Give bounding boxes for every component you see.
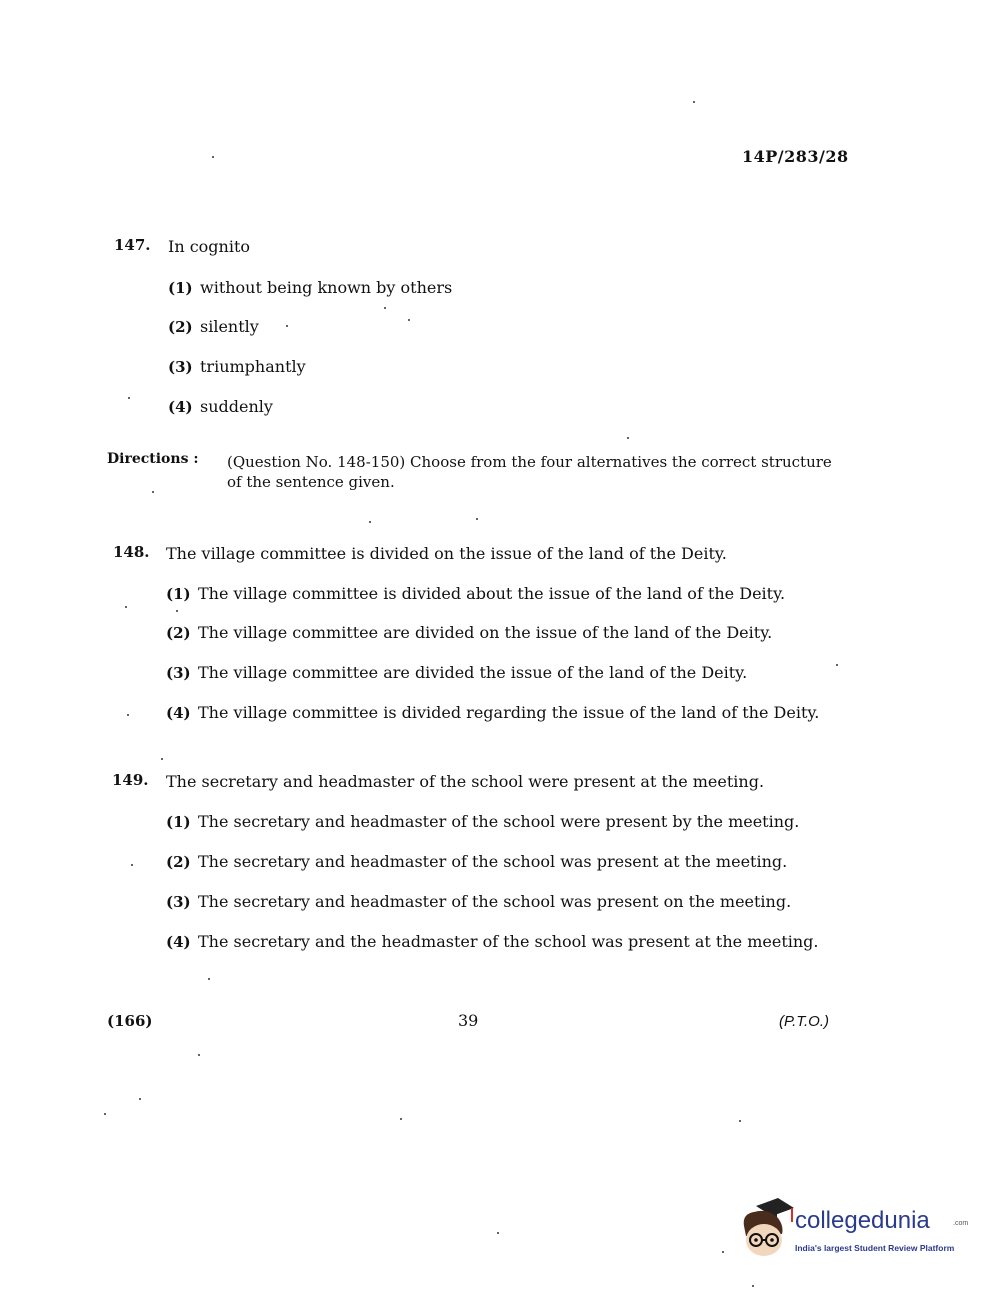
option bbox=[166, 703, 819, 722]
scan-speck bbox=[384, 307, 386, 309]
question-number: 149. bbox=[112, 771, 149, 789]
scan-speck bbox=[627, 437, 629, 439]
logo-brand: collegedunia bbox=[795, 1207, 930, 1234]
option-number: (2) bbox=[168, 318, 193, 336]
booklet-code: (166) bbox=[107, 1012, 153, 1030]
scan-speck bbox=[369, 521, 371, 523]
option bbox=[168, 317, 259, 336]
question-text: The secretary and headmaster of the school were present at the meeting. bbox=[166, 772, 765, 791]
option bbox=[166, 932, 819, 951]
scan-speck bbox=[212, 156, 214, 158]
option bbox=[166, 852, 787, 871]
option-text: triumphantly bbox=[200, 357, 306, 376]
option bbox=[166, 584, 785, 603]
scan-speck bbox=[152, 491, 154, 493]
option-text: The secretary and the headmaster of the school was present at the meeting. bbox=[198, 932, 819, 951]
scan-speck bbox=[131, 864, 133, 866]
scan-speck bbox=[752, 1285, 754, 1287]
directions-label: Directions : bbox=[107, 451, 199, 467]
option bbox=[168, 278, 452, 297]
scan-speck bbox=[739, 1120, 741, 1122]
option-text: suddenly bbox=[200, 397, 273, 416]
scan-speck bbox=[161, 758, 163, 760]
option-number: (3) bbox=[168, 358, 193, 376]
mascot-icon bbox=[744, 1198, 794, 1256]
paper-code: 14P/283/28 bbox=[742, 147, 849, 166]
option-number: (2) bbox=[166, 853, 191, 871]
scan-speck bbox=[208, 978, 210, 980]
scan-speck bbox=[408, 319, 410, 321]
question-number: 147. bbox=[114, 236, 151, 254]
question-text: The village committee is divided on the issue of the land of the Deity. bbox=[166, 544, 727, 563]
scan-speck bbox=[127, 714, 129, 716]
option-number: (1) bbox=[168, 279, 193, 297]
scan-speck bbox=[722, 1251, 724, 1253]
scan-speck bbox=[198, 1054, 200, 1056]
option-number: (1) bbox=[166, 813, 191, 831]
option-text: The village committee is divided about the issue of the land of the Deity. bbox=[198, 584, 786, 603]
scan-speck bbox=[497, 1232, 499, 1234]
scan-speck bbox=[125, 606, 127, 608]
option bbox=[166, 892, 791, 911]
question-text: In cognito bbox=[168, 237, 251, 256]
scan-speck bbox=[128, 397, 130, 399]
scan-speck bbox=[476, 518, 478, 520]
option-text: The secretary and headmaster of the school were present by the meeting. bbox=[198, 812, 800, 831]
option-number: (4) bbox=[166, 933, 191, 951]
scan-speck bbox=[286, 325, 288, 327]
option-text: The village committee are divided on the issue of the land of the Deity. bbox=[198, 623, 773, 642]
option bbox=[168, 357, 306, 376]
option bbox=[168, 397, 273, 416]
option bbox=[166, 663, 747, 682]
scan-speck bbox=[104, 1113, 106, 1115]
option-number: (3) bbox=[166, 664, 191, 682]
scan-speck bbox=[176, 610, 178, 612]
question-number: 148. bbox=[113, 543, 150, 561]
please-turn-over: (P.T.O.) bbox=[779, 1013, 830, 1030]
scan-speck bbox=[693, 101, 695, 103]
option-text: The secretary and headmaster of the school was present on the meeting. bbox=[198, 892, 792, 911]
option bbox=[166, 623, 772, 642]
scan-speck bbox=[400, 1118, 402, 1120]
scan-speck bbox=[836, 664, 838, 666]
option-number: (1) bbox=[166, 585, 191, 603]
option-text: silently bbox=[200, 317, 259, 336]
logo-suffix: .com bbox=[953, 1220, 969, 1227]
option-number: (4) bbox=[168, 398, 193, 416]
directions-text: (Question No. 148-150) Choose from the four alternatives the correct structure of the sentence given. bbox=[227, 453, 832, 491]
option-number: (2) bbox=[166, 624, 191, 642]
option-text: The secretary and headmaster of the school was present at the meeting. bbox=[198, 852, 788, 871]
option-text: The village committee are divided the issue of the land of the Deity. bbox=[198, 663, 748, 682]
option-text: without being known by others bbox=[200, 278, 453, 297]
page-number: 39 bbox=[458, 1011, 479, 1030]
scan-speck bbox=[139, 1098, 141, 1100]
option-number: (4) bbox=[166, 704, 191, 722]
option-text: The village committee is divided regarding the issue of the land of the Deity. bbox=[198, 703, 820, 722]
logo-tagline: India's largest Student Review Platform bbox=[795, 1243, 955, 1253]
option bbox=[166, 812, 799, 831]
option-number: (3) bbox=[166, 893, 191, 911]
